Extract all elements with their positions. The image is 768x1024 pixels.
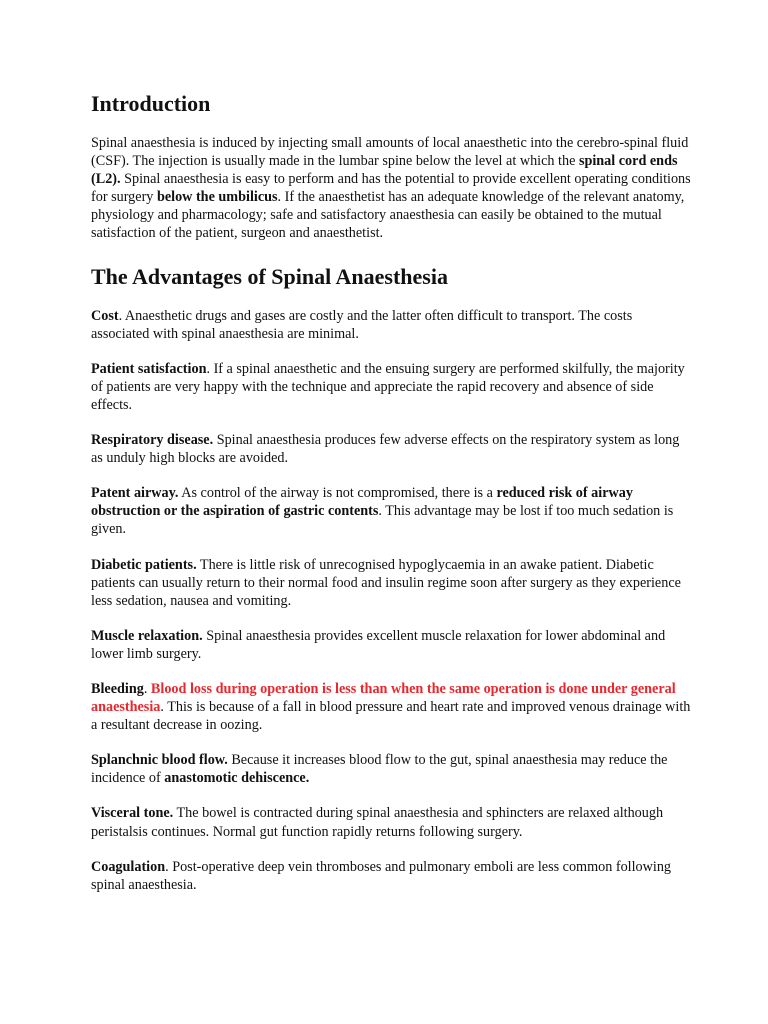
advantage-text: Spinal anaesthesia produces few adverse effects on the respiratory system as long as unduly high blocks are avoided. (91, 432, 680, 467)
advantage-title: Muscle relaxation. (91, 627, 203, 644)
advantage-text: Spinal anaesthesia provides excellent muscle relaxation for lower abdominal and lower limb surgery. (91, 627, 666, 662)
heading-advantages: The Advantages of Spinal Anaesthesia (91, 263, 448, 289)
advantage-text: As control of the airway is not compromised, there is a (178, 485, 497, 502)
advantage-visceral-tone (91, 804, 691, 840)
advantage-text: . (143, 680, 151, 697)
advantage-title: Respiratory disease. (91, 432, 214, 449)
intro-text-3: . If the anaesthetist has an adequate knowledge of the relevant anatomy, physiology and pharmacology; safe and satisfactory anaesthesia can easily be obtained to the mutual satisfaction of the patient, surgeon and anaesthetist. (91, 189, 685, 242)
advantage-text: There is little risk of unrecognised hypoglycaemia in an awake patient. Diabetic patients can usually return to their normal food and insulin regime soon after surgery as they experience less sedation, nausea and vomiting. (91, 556, 681, 609)
advantage-text: The bowel is contracted during spinal anaesthesia and sphincters are relaxed although peristalsis continues. Normal gut function rapidly returns following surgery. (91, 805, 664, 840)
advantage-diabetic (91, 556, 691, 610)
advantage-title: Patent airway. (91, 485, 179, 502)
advantage-respiratory (91, 431, 691, 467)
advantage-text: . If a spinal anaesthetic and the ensuing surgery are performed skilfully, the majority of patients are very happy with the technique and appreciate the rapid recovery and absence of side effects. (91, 360, 685, 413)
advantage-patient-satisfaction (91, 360, 691, 414)
intro-text-1: Spinal anaesthesia is induced by injecting small amounts of local anaesthetic into the cerebro-spinal fluid (CSF). The injection is usually made in the lumbar spine below the level at which the (91, 135, 689, 170)
advantage-text: . Post-operative deep vein thromboses and pulmonary emboli are less common following spinal anaesthesia. (91, 858, 672, 893)
advantage-title: Patient satisfaction (91, 360, 207, 377)
advantage-muscle-relaxation (91, 627, 691, 663)
advantage-splanchnic (91, 751, 691, 787)
advantage-text: . This is because of a fall in blood pressure and heart rate and improved venous drainage with a resultant decrease in oozing. (91, 699, 691, 734)
advantage-bold-text: anastomotic dehiscence. (164, 770, 310, 787)
advantage-coagulation (91, 858, 691, 894)
advantage-patent-airway (91, 484, 691, 538)
advantage-title: Visceral tone. (91, 805, 174, 822)
intro-paragraph (91, 134, 691, 243)
advantage-title: Cost (91, 307, 119, 324)
advantage-title: Diabetic patients. (91, 556, 197, 573)
advantage-title: Bleeding (91, 680, 144, 697)
advantage-text: Because it increases blood flow to the gut, spinal anaesthesia may reduce the incidence of (91, 752, 668, 787)
intro-bold-spinal-cord: spinal cord ends (L2). (91, 153, 678, 188)
heading-introduction: Introduction (91, 91, 211, 116)
advantage-title: Coagulation (91, 858, 166, 875)
advantage-bold-text: reduced risk of airway obstruction or the aspiration of gastric contents (91, 485, 633, 520)
advantage-highlight-red: Blood loss during operation is less than when the same operation is done under general anaesthesia (91, 680, 676, 716)
document-page (91, 90, 691, 911)
intro-bold-umbilicus: below the umbilicus (156, 189, 278, 206)
advantage-text: . This advantage may be lost if too much sedation is given. (91, 503, 674, 538)
advantage-bleeding (91, 680, 691, 734)
advantage-text: . Anaesthetic drugs and gases are costly and the latter often difficult to transport. The costs associated with spinal anaesthesia are minimal. (91, 307, 633, 342)
intro-text-2: Spinal anaesthesia is easy to perform and has the potential to provide excellent operating conditions for surgery (91, 171, 691, 206)
advantage-title: Splanchnic blood flow. (91, 752, 228, 769)
advantage-cost (91, 307, 691, 343)
